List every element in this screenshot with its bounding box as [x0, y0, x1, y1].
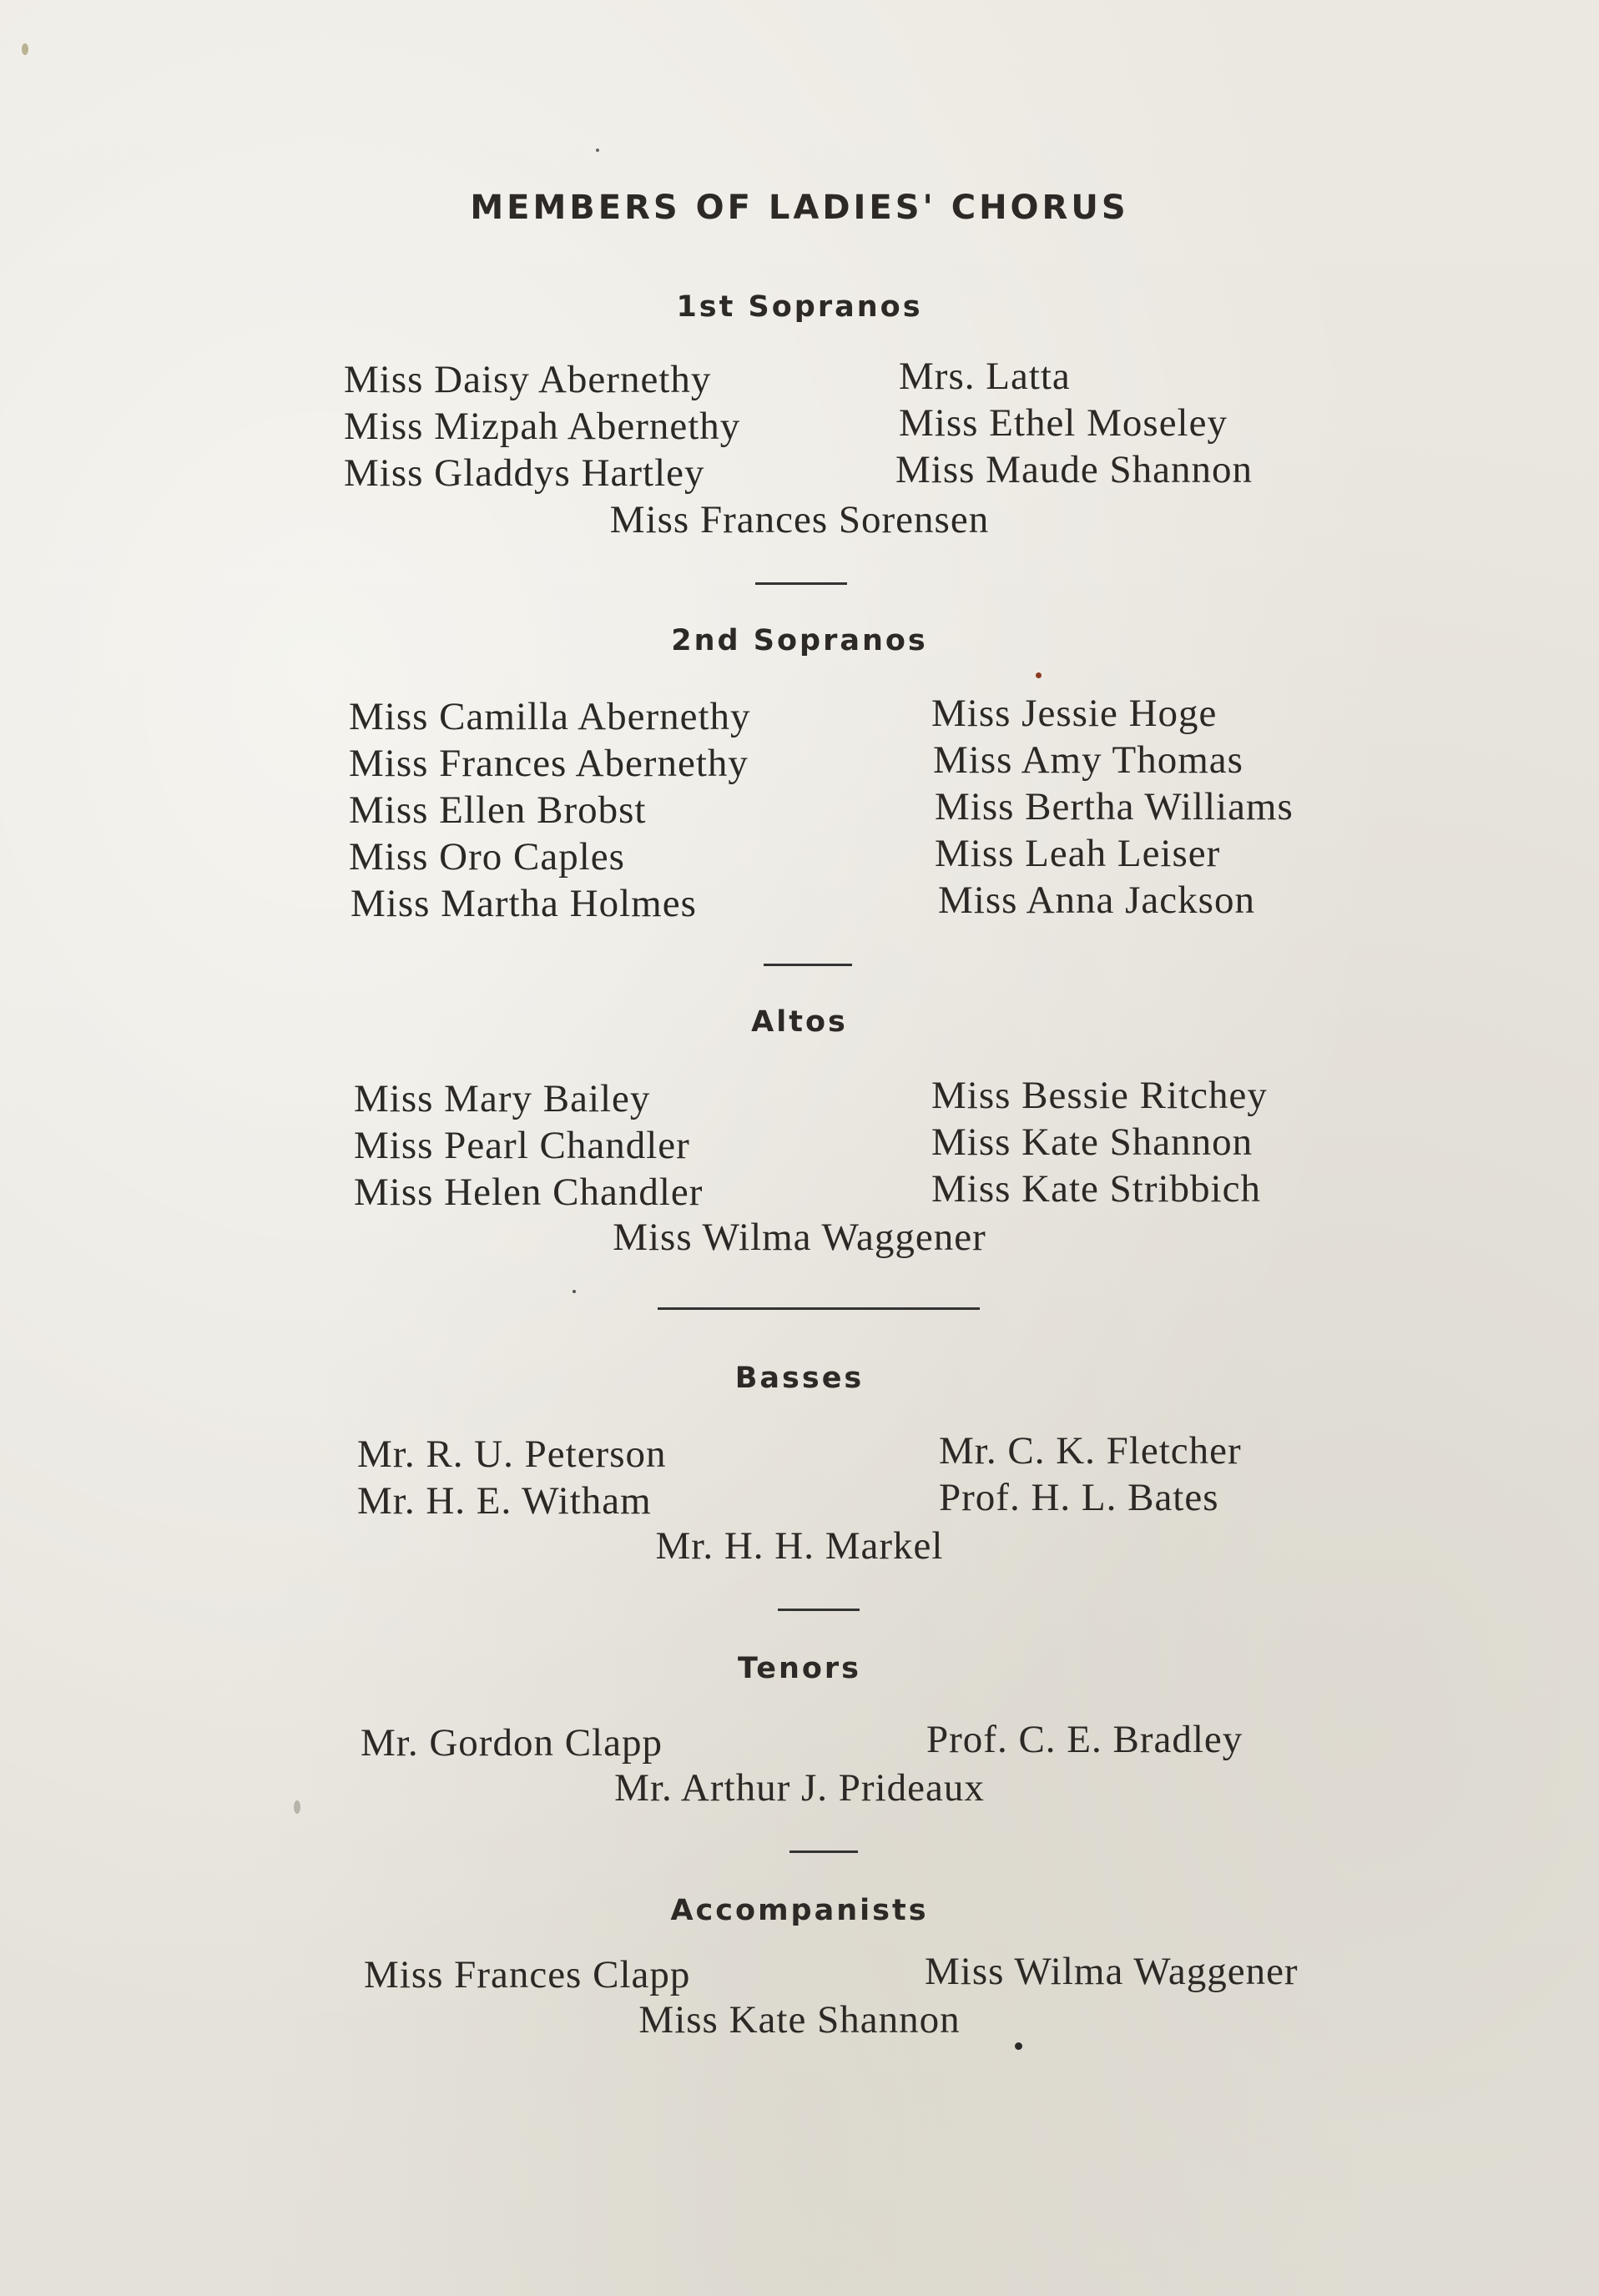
- member-name: Miss Helen Chandler: [354, 1171, 704, 1214]
- member-name: Mr. R. U. Peterson: [357, 1432, 667, 1476]
- member-name: Miss Frances Abernethy: [349, 742, 749, 785]
- section-divider: [755, 582, 847, 585]
- member-name-centered: Miss Wilma Waggener: [613, 1216, 986, 1259]
- section-divider: [778, 1609, 860, 1611]
- paper-speck: [1015, 2042, 1022, 2050]
- member-name: Miss Jessie Hoge: [931, 692, 1218, 735]
- section-heading-accompanists: Accompanists: [670, 1894, 929, 1927]
- member-name: Miss Mary Bailey: [354, 1077, 651, 1120]
- member-name: Mrs. Latta: [899, 355, 1071, 398]
- section-heading-tenors: Tenors: [737, 1652, 862, 1685]
- member-name-centered: Miss Frances Sorensen: [609, 498, 990, 541]
- member-name: Miss Daisy Abernethy: [344, 358, 712, 401]
- section-divider: [764, 964, 852, 966]
- member-name-centered: Miss Kate Shannon: [638, 1998, 961, 2042]
- paper-speck: [294, 1800, 300, 1814]
- section-heading-basses: Basses: [734, 1362, 865, 1395]
- section-heading-1st-sopranos: 1st Sopranos: [676, 290, 923, 324]
- paper-speck: [573, 1290, 576, 1293]
- member-name: Miss Leah Leiser: [935, 832, 1221, 875]
- paper-speck: [596, 149, 599, 152]
- member-name: Miss Camilla Abernethy: [349, 695, 751, 738]
- section-heading-altos: Altos: [751, 1005, 848, 1039]
- member-name-centered: Mr. Arthur J. Prideaux: [614, 1766, 985, 1810]
- member-name: Miss Amy Thomas: [933, 738, 1243, 782]
- member-name: Mr. Gordon Clapp: [361, 1721, 663, 1765]
- page-title: MEMBERS OF LADIES' CHORUS: [470, 189, 1129, 227]
- section-heading-2nd-sopranos: 2nd Sopranos: [671, 624, 928, 657]
- member-name: Miss Bessie Ritchey: [931, 1074, 1268, 1117]
- member-name: Mr. C. K. Fletcher: [939, 1429, 1242, 1473]
- paper-speck: [22, 43, 28, 55]
- member-name: Miss Mizpah Abernethy: [344, 405, 741, 448]
- paper-speck: [1036, 672, 1042, 678]
- section-divider: [658, 1307, 980, 1310]
- member-name: Miss Oro Caples: [349, 835, 625, 879]
- member-name: Miss Martha Holmes: [351, 882, 697, 925]
- section-divider: [789, 1850, 858, 1853]
- member-name: Miss Ethel Moseley: [899, 401, 1228, 445]
- member-name: Miss Pearl Chandler: [354, 1124, 690, 1167]
- member-name: Prof. H. L. Bates: [939, 1476, 1219, 1519]
- member-name: Miss Frances Clapp: [364, 1953, 691, 1996]
- member-name: Miss Bertha Williams: [935, 785, 1294, 828]
- member-name: Miss Kate Stribbich: [931, 1167, 1261, 1211]
- member-name: Mr. H. E. Witham: [357, 1479, 652, 1523]
- member-name: Miss Ellen Brobst: [349, 788, 647, 832]
- member-name: Miss Gladdys Hartley: [344, 451, 705, 495]
- member-name: Miss Anna Jackson: [938, 879, 1255, 922]
- member-name: Miss Wilma Waggener: [925, 1950, 1299, 1993]
- member-name: Miss Maude Shannon: [895, 448, 1253, 491]
- member-name-centered: Mr. H. H. Markel: [655, 1524, 944, 1568]
- member-name: Prof. C. E. Bradley: [926, 1718, 1243, 1761]
- member-name: Miss Kate Shannon: [931, 1120, 1253, 1164]
